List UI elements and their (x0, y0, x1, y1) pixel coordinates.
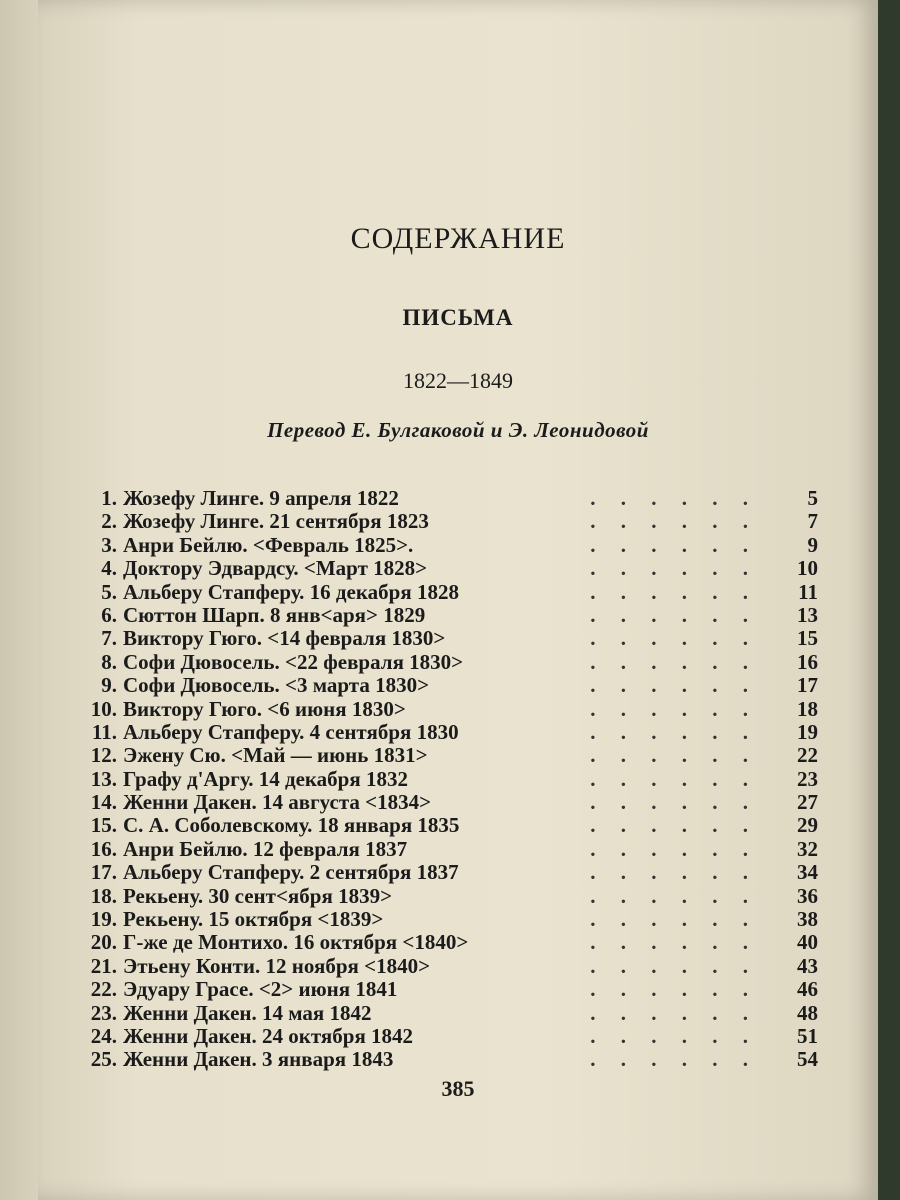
toc-entry-title: Альберу Стапферу. 16 декабря 1828 (123, 579, 459, 604)
toc-entry-number: 5. (101, 579, 117, 604)
toc-entry (83, 978, 818, 1001)
toc-entry-number: 9. (101, 673, 117, 698)
toc-entry-number: 15. (90, 813, 117, 838)
toc-entry-title: Софи Дювосель. <22 февраля 1830> (123, 649, 464, 674)
table-of-contents (83, 487, 818, 1072)
section-heading: ПИСЬМА (402, 305, 514, 330)
toc-entry (83, 931, 818, 954)
toc-entry-number: 25. (90, 1047, 117, 1072)
page-content (38, 0, 878, 1200)
toc-entry-number: 11. (91, 719, 117, 744)
toc-entry-number: 24. (90, 1023, 117, 1048)
toc-entry-number: 3. (101, 532, 117, 557)
toc-entry-page: 34 (797, 860, 818, 885)
toc-entry-page: 40 (797, 930, 818, 955)
toc-leader-dots: . . . . . . (590, 790, 758, 815)
toc-entry-number: 2. (101, 509, 117, 534)
toc-entry (83, 557, 818, 580)
toc-entry (83, 674, 818, 697)
toc-entry-number: 20. (90, 930, 117, 955)
toc-entry-page: 22 (797, 743, 818, 768)
toc-entry-title: Эжену Сю. <Май — июнь 1831> (123, 743, 428, 768)
toc-entry-page: 19 (797, 719, 818, 744)
toc-entry-page: 43 (797, 953, 818, 978)
toc-leader-dots: . . . . . . (590, 649, 758, 674)
toc-leader-dots: . . . . . . (590, 813, 758, 838)
translator-line: Перевод Е. Булгаковой и Э. Леонидовой (267, 418, 649, 442)
toc-entry (83, 721, 818, 744)
toc-entry (83, 1048, 818, 1071)
toc-entry-title: Рекьену. 30 сент<ября 1839> (123, 883, 393, 908)
toc-entry (83, 908, 818, 931)
toc-entry-number: 4. (101, 556, 117, 581)
toc-entry-title: Сюттон Шарп. 8 янв<аря> 1829 (123, 602, 426, 627)
toc-entry-title: Женни Дакен. 14 августа <1834> (123, 790, 432, 815)
toc-entry-number: 7. (101, 626, 117, 651)
toc-leader-dots: . . . . . . (590, 766, 758, 791)
toc-entry (83, 861, 818, 884)
toc-entry-number: 16. (90, 836, 117, 861)
toc-leader-dots: . . . . . . (590, 532, 758, 557)
toc-entry-page: 23 (797, 766, 818, 791)
toc-entry-page: 9 (807, 532, 818, 557)
toc-entry (83, 768, 818, 791)
toc-entry-page: 51 (797, 1023, 818, 1048)
toc-entry-page: 38 (797, 907, 818, 932)
toc-entry-title: Софи Дювосель. <3 марта 1830> (123, 673, 430, 698)
toc-entry-page: 48 (797, 1000, 818, 1025)
toc-entry-number: 10. (90, 696, 117, 721)
toc-entry-title: Жозефу Линге. 9 апреля 1822 (123, 486, 399, 510)
toc-entry (83, 651, 818, 674)
toc-entry (83, 791, 818, 814)
toc-entry-page: 15 (797, 626, 818, 651)
toc-entry-page: 13 (797, 602, 818, 627)
toc-entry-number: 19. (90, 907, 117, 932)
toc-entry-title: Доктору Эдвардсу. <Март 1828> (123, 556, 428, 581)
toc-entry-page: 17 (797, 673, 818, 698)
toc-entry-number: 6. (101, 602, 117, 627)
toc-entry (83, 838, 818, 861)
facing-page-edge (0, 0, 38, 1200)
toc-entry-number: 23. (90, 1000, 117, 1025)
toc-entry-title: Женни Дакен. 14 мая 1842 (123, 1000, 372, 1025)
toc-leader-dots: . . . . . . (590, 509, 758, 534)
toc-entry-page: 54 (797, 1047, 818, 1072)
toc-entry-page: 18 (797, 696, 818, 721)
toc-entry-title: Виктору Гюго. <14 февраля 1830> (123, 626, 446, 651)
toc-leader-dots: . . . . . . (590, 907, 758, 932)
toc-leader-dots: . . . . . . (590, 719, 758, 744)
toc-entry-number: 22. (90, 977, 117, 1002)
toc-leader-dots: . . . . . . (590, 696, 758, 721)
toc-leader-dots: . . . . . . (590, 743, 758, 768)
contents-heading: СОДЕРЖАНИЕ (350, 222, 566, 255)
toc-entry-page: 11 (798, 579, 818, 604)
toc-leader-dots: . . . . . . (590, 579, 758, 604)
toc-entry-number: 17. (90, 860, 117, 885)
toc-leader-dots: . . . . . . (590, 602, 758, 627)
toc-entry (83, 487, 818, 510)
toc-entry (83, 604, 818, 627)
toc-entry-page: 5 (807, 486, 818, 510)
toc-entry (83, 814, 818, 837)
toc-entry-number: 18. (90, 883, 117, 908)
toc-entry-title: Виктору Гюго. <6 июня 1830> (123, 696, 406, 721)
toc-entry-number: 1. (101, 486, 117, 510)
toc-entry-page: 29 (797, 813, 818, 838)
toc-entry-number: 12. (90, 743, 117, 768)
toc-entry-title: Альберу Стапферу. 4 сентября 1830 (123, 719, 459, 744)
toc-leader-dots: . . . . . . (590, 673, 758, 698)
toc-entry (83, 744, 818, 767)
toc-entry-title: Альберу Стапферу. 2 сентября 1837 (123, 860, 459, 885)
toc-entry-title: Женни Дакен. 24 октября 1842 (123, 1023, 414, 1048)
toc-entry-title: Эдуару Грасе. <2> июня 1841 (123, 977, 398, 1002)
toc-entry-page: 32 (797, 836, 818, 861)
page-number: 385 (441, 1076, 475, 1101)
toc-leader-dots: . . . . . . (590, 883, 758, 908)
toc-entry-title: С. А. Соболевскому. 18 января 1835 (123, 813, 460, 838)
toc-entry-page: 7 (807, 509, 818, 534)
toc-entry-page: 27 (797, 790, 818, 815)
toc-entry-page: 46 (797, 977, 818, 1002)
toc-leader-dots: . . . . . . (590, 930, 758, 955)
toc-entry (83, 955, 818, 978)
toc-entry-title: Графу д'Аргу. 14 декабря 1832 (123, 766, 408, 791)
toc-entry (83, 534, 818, 557)
toc-entry (83, 1002, 818, 1025)
toc-entry-number: 14. (90, 790, 117, 815)
toc-leader-dots: . . . . . . (590, 860, 758, 885)
toc-entry (83, 510, 818, 533)
toc-leader-dots: . . . . . . (590, 977, 758, 1002)
toc-entry-title: Рекьену. 15 октября <1839> (123, 907, 384, 932)
toc-entry (83, 1025, 818, 1048)
toc-entry-title: Анри Бейлю. 12 февраля 1837 (123, 836, 408, 861)
toc-entry-title: Этьену Конти. 12 ноября <1840> (123, 953, 431, 978)
toc-entry-number: 21. (90, 953, 117, 978)
toc-entry-title: Жозефу Линге. 21 сентября 1823 (123, 509, 429, 534)
toc-entry-title: Женни Дакен. 3 января 1843 (123, 1047, 394, 1072)
toc-entry-page: 16 (797, 649, 818, 674)
toc-entry-title: Анри Бейлю. <Февраль 1825>. (123, 532, 414, 557)
toc-entry-title: Г-же де Монтихо. 16 октября <1840> (123, 930, 469, 955)
toc-leader-dots: . . . . . . (590, 1023, 758, 1048)
toc-leader-dots: . . . . . . (590, 1047, 758, 1072)
toc-entry-page: 10 (797, 556, 818, 581)
toc-entry (83, 885, 818, 908)
toc-entry-number: 8. (101, 649, 117, 674)
toc-entry (83, 581, 818, 604)
toc-leader-dots: . . . . . . (590, 1000, 758, 1025)
toc-leader-dots: . . . . . . (590, 556, 758, 581)
toc-leader-dots: . . . . . . (590, 486, 758, 510)
toc-leader-dots: . . . . . . (590, 836, 758, 861)
book-page (38, 0, 878, 1200)
toc-entry (83, 627, 818, 650)
toc-leader-dots: . . . . . . (590, 626, 758, 651)
toc-entry-page: 36 (797, 883, 818, 908)
toc-leader-dots: . . . . . . (590, 953, 758, 978)
years-range: 1822—1849 (403, 368, 513, 393)
toc-entry-number: 13. (90, 766, 117, 791)
toc-entry (83, 698, 818, 721)
